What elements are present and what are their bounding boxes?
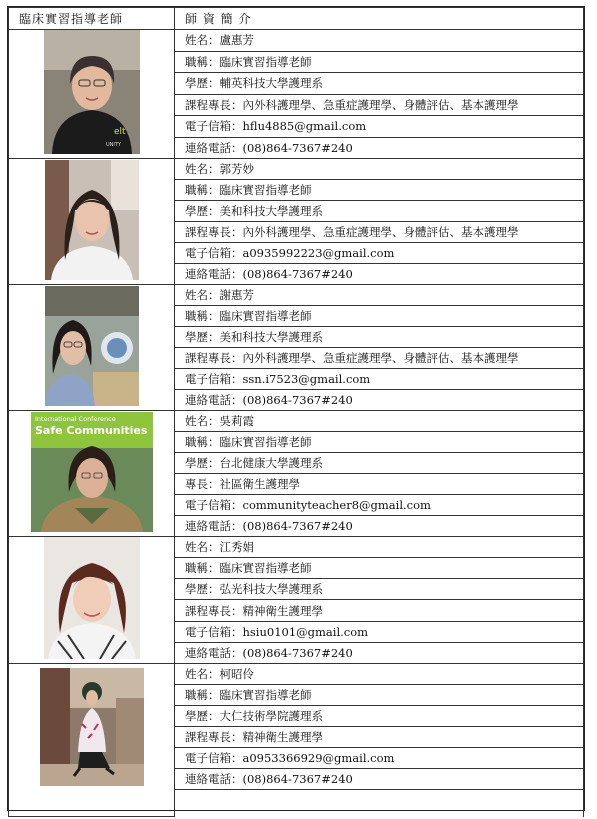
teacher-phone: 連絡電話：(08)864-7367#240 [175,769,584,790]
teacher-email: 電子信箱：a0953366929@gmail.com [175,748,584,769]
teacher-photo [31,412,153,532]
header-instructor: 臨床實習指導老師 [9,8,175,30]
teacher-phone: 連絡電話：(08)864-7367#240 [175,390,584,411]
teacher-title: 職稱：臨床實習指導老師 [175,558,584,579]
teacher-email: 電子信箱：hsiu0101@gmail.com [175,621,584,642]
teacher-title: 職稱：臨床實習指導老師 [175,685,584,706]
teacher-row [9,537,584,558]
teacher-name: 姓名：郭芳妙 [175,159,584,180]
svg-text:UNITY: UNITY [105,142,121,148]
teacher-title: 職稱：臨床實習指導老師 [175,51,584,73]
teacher-name: 姓名：柯昭伶 [175,664,584,685]
teacher-phone: 連絡電話：(08)864-7367#240 [175,264,584,285]
faculty-document [7,6,585,811]
teacher-name: 姓名：江秀娟 [175,537,584,558]
teacher-photo-cell [9,285,175,411]
svg-text:elt: elt [113,127,126,137]
teacher-photo [45,160,139,280]
teacher-title: 職稱：臨床實習指導老師 [175,180,584,201]
faculty-table [8,7,584,817]
teacher-phone: 連絡電話：(08)864-7367#240 [175,137,584,159]
teacher-specialty: 課程專長：內外科護理學、急重症護理學、身體評估、基本護理學 [175,348,584,369]
teacher-education: 學歷：台北健康大學護理系 [175,453,584,474]
teacher-photo-cell [9,411,175,537]
teacher-education: 學歷：弘光科技大學護理系 [175,579,584,600]
teacher-specialty: 課程專長：內外科護理學、急重症護理學、身體評估、基本護理學 [175,222,584,243]
teacher-photo [44,30,140,154]
header-profile: 師 資 簡 介 [175,8,584,30]
teacher-photo [45,286,139,406]
teacher-photo [40,668,144,786]
teacher-specialty: 專長：社區衛生護理學 [175,474,584,495]
teacher-name: 姓名：吳莉霞 [175,411,584,432]
teacher-education: 學歷：美和科技大學護理系 [175,201,584,222]
teacher-photo-cell [9,537,175,664]
teacher-specialty: 課程專長：精神衛生護理學 [175,727,584,748]
teacher-education: 學歷：美和科技大學護理系 [175,327,584,348]
teacher-row [9,159,584,180]
teacher-education: 學歷：輔英科技大學護理系 [175,73,584,95]
teacher-row [9,285,584,306]
teacher-name: 姓名：盧惠芳 [175,30,584,52]
photo-banner-line1: International Conference [34,414,116,423]
table-header-row [9,8,584,30]
teacher-education: 學歷：大仁技術學院護理系 [175,706,584,727]
teacher-photo [44,537,140,659]
teacher-name: 姓名：謝惠芳 [175,285,584,306]
teacher-row [9,30,584,52]
teacher-photo-cell [9,159,175,285]
teacher-row [9,664,584,685]
teacher-phone: 連絡電話：(08)864-7367#240 [175,642,584,663]
teacher-photo-cell [9,664,175,817]
teacher-photo-cell [9,30,175,159]
teacher-email: 電子信箱：a0935992223@gmail.com [175,243,584,264]
teacher-title: 職稱：臨床實習指導老師 [175,432,584,453]
teacher-title: 職稱：臨床實習指導老師 [175,306,584,327]
teacher-row [9,411,584,432]
photo-banner-line2: Safe Communities [34,423,147,437]
teacher-email: 電子信箱：ssn.i7523@gmail.com [175,369,584,390]
teacher-phone: 連絡電話：(08)864-7367#240 [175,516,584,537]
teacher-email: 電子信箱：communityteacher8@gmail.com [175,495,584,516]
teacher-specialty: 課程專長：精神衛生護理學 [175,600,584,621]
blank-cell [175,790,584,817]
teacher-specialty: 課程專長：內外科護理學、急重症護理學、身體評估、基本護理學 [175,94,584,116]
teacher-email: 電子信箱：hflu4885@gmail.com [175,116,584,138]
